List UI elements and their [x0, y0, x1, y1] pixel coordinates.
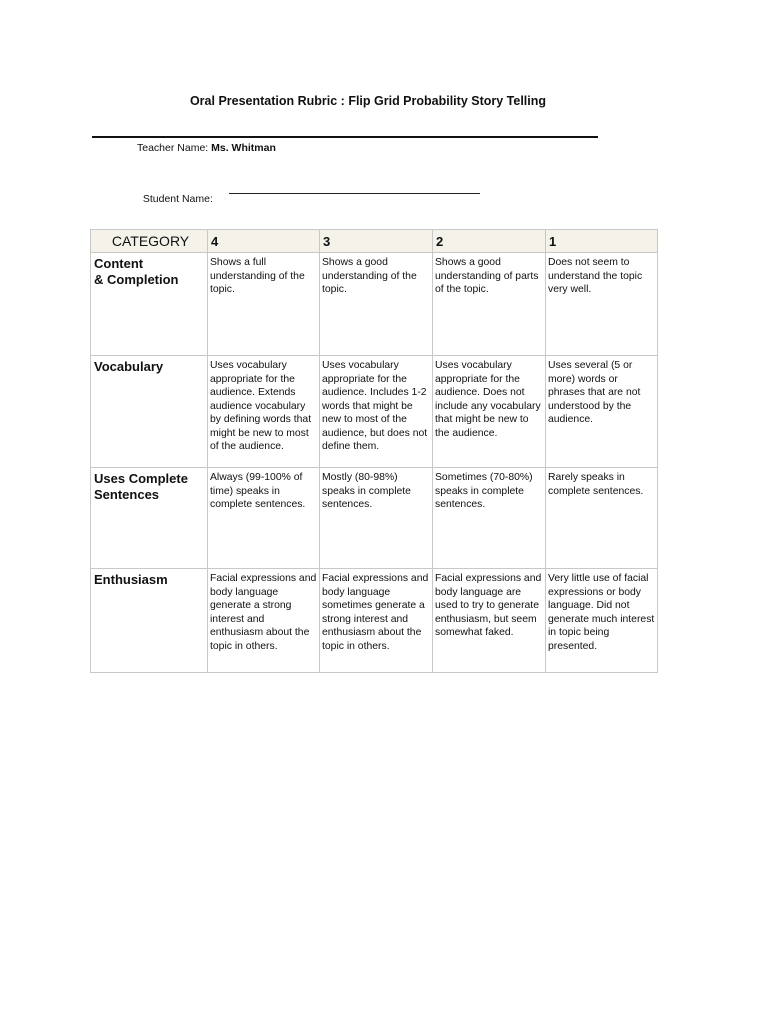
- rubric-cell: Sometimes (70-80%) speaks in complete sentences.: [433, 468, 546, 569]
- teacher-name-line: [137, 142, 276, 154]
- rubric-cell: Uses vocabulary appropriate for the audience. Includes 1-2 words that might be new to most of the audience, but does not define them.: [320, 356, 433, 468]
- rubric-cell: Facial expressions and body language generate a strong interest and enthusiasm about the topic in others.: [208, 569, 320, 673]
- student-name-blank: [229, 193, 480, 194]
- rubric-cell: Facial expressions and body language sometimes generate a strong interest and enthusiasm about the topic in others.: [320, 569, 433, 673]
- rubric-row-sentences: [91, 468, 658, 569]
- student-name-line: [137, 181, 213, 217]
- rubric-row-content: [91, 253, 658, 356]
- rubric-cell: Does not seem to understand the topic very well.: [546, 253, 658, 356]
- header-category: CATEGORY: [91, 230, 208, 253]
- category-vocabulary: Vocabulary: [91, 356, 208, 468]
- rubric-cell: Uses vocabulary appropriate for the audience. Extends audience vocabulary by defining words that might be new to most of the audience.: [208, 356, 320, 468]
- rubric-cell: Rarely speaks in complete sentences.: [546, 468, 658, 569]
- rubric-cell: Always (99-100% of time) speaks in complete sentences.: [208, 468, 320, 569]
- student-name-label: Student Name:: [142, 193, 213, 205]
- header-score-2: 2: [433, 230, 546, 253]
- rubric-cell: Mostly (80-98%) speaks in complete sentences.: [320, 468, 433, 569]
- rubric-cell: Shows a full understanding of the topic.: [208, 253, 320, 356]
- header-score-4: 4: [208, 230, 320, 253]
- rubric-cell: Very little use of facial expressions or body language. Did not generate much interest in topic being presented.: [546, 569, 658, 673]
- category-content-completion: Content & Completion: [91, 253, 208, 356]
- rubric-row-vocabulary: [91, 356, 658, 468]
- rubric-header-row: [91, 230, 658, 253]
- rubric-row-enthusiasm: [91, 569, 658, 673]
- rubric-cell: Shows a good understanding of the topic.: [320, 253, 433, 356]
- rubric-cell: Uses several (5 or more) words or phrases that are not understood by the audience.: [546, 356, 658, 468]
- header-score-1: 1: [546, 230, 658, 253]
- category-complete-sentences: Uses Complete Sentences: [91, 468, 208, 569]
- rubric-cell: Facial expressions and body language are used to try to generate enthusiasm, but seem somewhat faked.: [433, 569, 546, 673]
- teacher-name-label: Teacher Name:: [137, 142, 212, 154]
- teacher-name-value: Ms. Whitman: [211, 142, 276, 154]
- document-title: Oral Presentation Rubric : Flip Grid Probability Story Telling: [189, 94, 547, 108]
- rubric-cell: Shows a good understanding of parts of the topic.: [433, 253, 546, 356]
- category-enthusiasm: Enthusiasm: [91, 569, 208, 673]
- header-score-3: 3: [320, 230, 433, 253]
- rubric-table: [90, 229, 658, 673]
- title-divider: [92, 136, 598, 138]
- rubric-cell: Uses vocabulary appropriate for the audience. Does not include any vocabulary that might be new to the audience.: [433, 356, 546, 468]
